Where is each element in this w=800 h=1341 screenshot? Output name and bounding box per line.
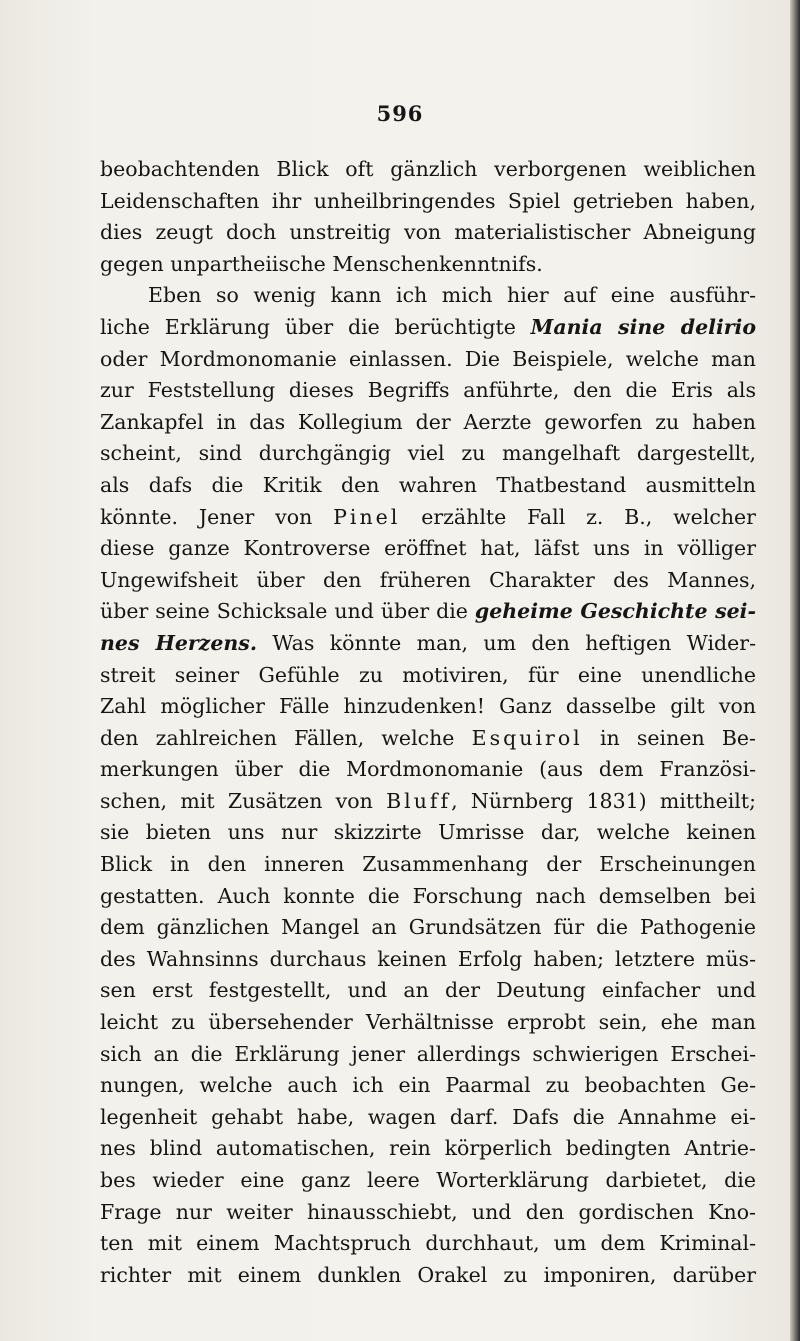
text-segment: , Nürnberg 1831) mittheilt; [451, 788, 756, 813]
text-segment: gegen unpartheiische Menschenkenntnifs. [100, 251, 543, 276]
page-edge-shadow [790, 0, 800, 1341]
text-line [100, 691, 756, 723]
text-line [100, 312, 756, 344]
text-segment: bes wieder eine ganz leere Worterklärung darbietet, die [100, 1168, 756, 1192]
text-segment: diese ganze Kontroverse eröffnet hat, läfst uns in völliger [100, 536, 756, 561]
text-line [100, 881, 756, 913]
text-line [100, 1228, 756, 1260]
text-segment: sen erst festgestellt, und an der Deutung einfacher und [100, 978, 756, 1003]
text-line [100, 1070, 756, 1102]
text-line [100, 723, 756, 755]
text-segment: scheint, sind durchgängig viel zu mangelhaft dargestellt, [100, 441, 756, 466]
text-segment: merkungen über die Mordmonomanie (aus dem Französi- [100, 757, 756, 782]
text-segment: Blick in den inneren Zusammenhang der Erscheinungen [100, 852, 756, 877]
text-line [100, 344, 756, 376]
text-line [100, 407, 756, 439]
text-line [100, 975, 756, 1007]
text-line [100, 944, 756, 976]
text-segment: Was könnte man, um den heftigen Wider- [256, 630, 757, 655]
text-line [100, 786, 756, 818]
text-segment: gestatten. Auch konnte die Forschung nach demselben bei [100, 883, 756, 908]
text-line [100, 438, 756, 470]
text-segment: oder Mordmonomanie einlassen. Die Beispiele, welche man [100, 346, 756, 371]
text-line [100, 849, 756, 881]
text-segment: zur Feststellung dieses Begriffs anführte, den die Eris als [100, 378, 756, 403]
text-segment: Zankapfel in das Kollegium der Aerzte geworfen zu haben [100, 409, 756, 434]
text-segment: Eben so wenig kann ich mich hier auf eine ausführ- [148, 283, 756, 308]
text-segment: liche Erklärung über die berüchtigte [100, 314, 531, 339]
text-segment: beobachtenden Blick oft gänzlich verborgenen weiblichen [100, 157, 756, 181]
emphasized-text: nes Herzens. [100, 630, 257, 655]
spaced-name: Bluff [386, 788, 452, 813]
text-line [100, 596, 756, 628]
page-number: 596 [376, 101, 424, 126]
body-text [100, 154, 756, 1291]
text-line [100, 375, 756, 407]
emphasized-text: Mania sine delirio [530, 314, 756, 339]
text-line [100, 912, 756, 944]
spaced-name: Esquirol [471, 725, 583, 750]
text-segment: Frage nur weiter hinausschiebt, und den gordischen Kno- [100, 1199, 756, 1224]
text-segment: nes blind automatischen, rein körperlich bedingten Antrie- [100, 1136, 756, 1161]
text-segment: richter mit einem dunklen Orakel zu imponiren, darüber [100, 1262, 756, 1287]
text-line [100, 249, 756, 281]
text-segment: erzählte Fall z. B., welcher [400, 504, 756, 529]
text-line [100, 502, 756, 534]
text-segment: in seinen Be- [582, 725, 756, 750]
text-line [100, 660, 756, 692]
text-segment: als dafs die Kritik den wahren Thatbestand ausmitteln [100, 472, 756, 497]
text-line [100, 628, 756, 660]
text-segment: dem gänzlichen Mangel an Grundsätzen für die Pathogenie [100, 915, 756, 940]
text-line [100, 1260, 756, 1292]
text-line [100, 817, 756, 849]
text-segment: ten mit einem Machtspruch durchhaut, um dem Kriminal- [100, 1231, 756, 1256]
text-line [100, 186, 756, 218]
text-segment: dies zeugt doch unstreitig von materialistischer Abneigung [100, 220, 756, 245]
text-line [100, 1007, 756, 1039]
text-line [100, 1133, 756, 1165]
text-line [100, 1039, 756, 1071]
text-line [100, 1165, 756, 1197]
text-segment: schen, mit Zusätzen von [100, 788, 387, 813]
text-line [100, 217, 756, 249]
text-segment: den zahlreichen Fällen, welche [100, 725, 472, 750]
text-segment: nungen, welche auch ich ein Paarmal zu beobachten Ge- [100, 1073, 756, 1098]
text-segment: des Wahnsinns durchaus keinen Erfolg haben; letztere müs- [100, 946, 756, 971]
text-segment: über seine Schicksale und über die [100, 599, 475, 624]
spaced-name: Pinel [333, 504, 401, 529]
emphasized-text: geheime Geschichte sei- [474, 599, 756, 624]
text-segment: Zahl möglicher Fälle hinzudenken! Ganz dasselbe gilt von [100, 694, 756, 719]
text-line [100, 280, 756, 312]
text-segment: legenheit gehabt habe, wagen darf. Dafs die Annahme ei- [100, 1104, 756, 1129]
text-line [100, 154, 756, 186]
text-segment: leicht zu übersehender Verhältnisse erprobt sein, ehe man [100, 1010, 756, 1035]
text-line [100, 1102, 756, 1134]
text-line [100, 470, 756, 502]
text-segment: streit seiner Gefühle zu motiviren, für eine unendliche [100, 662, 756, 687]
text-line [100, 754, 756, 786]
text-segment: Ungewifsheit über den früheren Charakter des Mannes, [100, 567, 756, 592]
text-line [100, 565, 756, 597]
text-segment: sich an die Erklärung jener allerdings schwierigen Erschei- [100, 1041, 756, 1066]
text-line [100, 533, 756, 565]
text-line [100, 1197, 756, 1229]
text-segment: könnte. Jener von [100, 504, 334, 529]
text-segment: Leidenschaften ihr unheilbringendes Spiel getrieben haben, [100, 188, 756, 213]
text-segment: sie bieten uns nur skizzirte Umrisse dar, welche keinen [100, 820, 756, 845]
